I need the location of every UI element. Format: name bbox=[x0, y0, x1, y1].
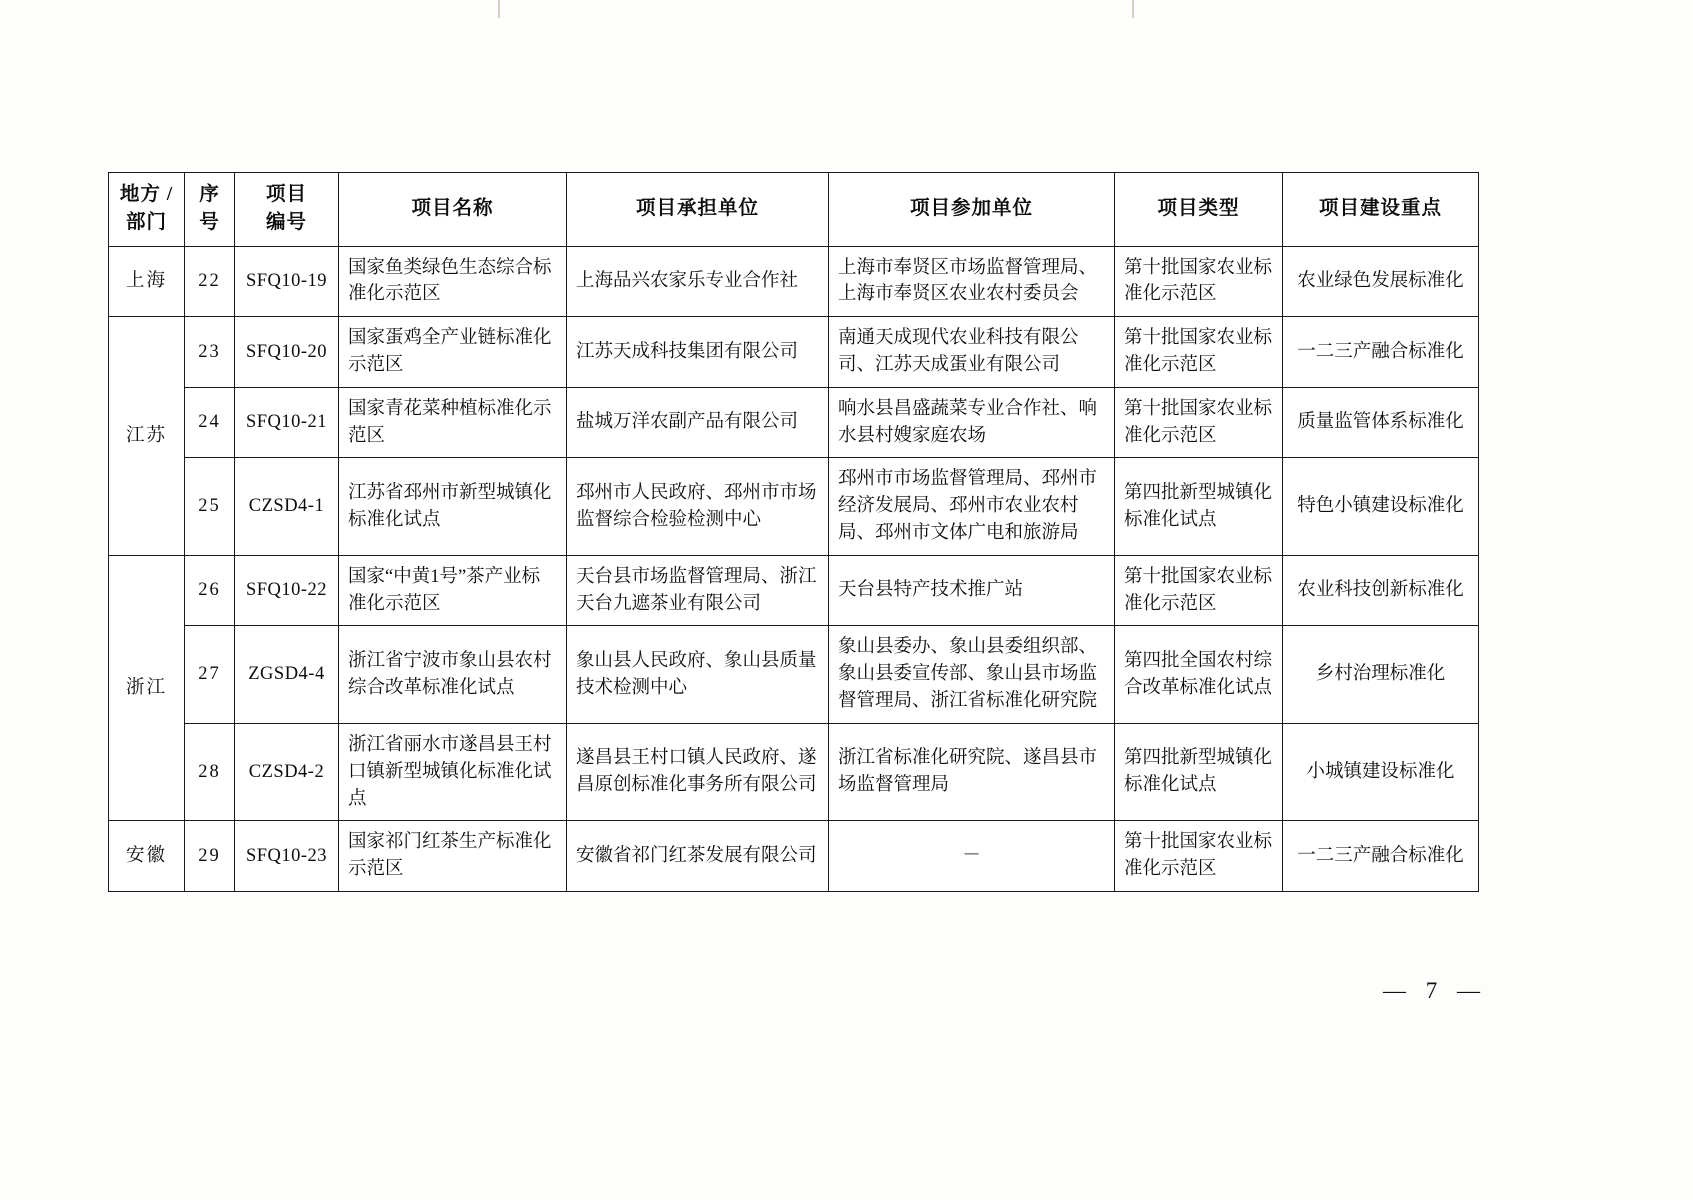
project-focus-cell: 一二三产融合标准化 bbox=[1283, 317, 1479, 388]
host-unit-cell: 象山县人民政府、象山县质量技术检测中心 bbox=[567, 626, 829, 723]
project-name-cell: 国家“中黄1号”茶产业标准化示范区 bbox=[339, 555, 567, 626]
region-cell: 安徽 bbox=[109, 821, 185, 892]
partner-unit-cell: 浙江省标准化研究院、遂昌县市场监督管理局 bbox=[829, 723, 1115, 820]
project-focus-cell: 小城镇建设标准化 bbox=[1283, 723, 1479, 820]
partner-unit-cell: 上海市奉贤区市场监督管理局、上海市奉贤区农业农村委员会 bbox=[829, 246, 1115, 317]
project-focus-cell: 特色小镇建设标准化 bbox=[1283, 458, 1479, 555]
table-header-row bbox=[109, 173, 1479, 247]
column-header-type: 项目类型 bbox=[1115, 173, 1283, 247]
project-type-cell: 第十批国家农业标准化示范区 bbox=[1115, 555, 1283, 626]
column-header-focus: 项目建设重点 bbox=[1283, 173, 1479, 247]
project-type-cell: 第十批国家农业标准化示范区 bbox=[1115, 317, 1283, 388]
column-header-code: 项目 编号 bbox=[235, 173, 339, 247]
project-focus-cell: 一二三产融合标准化 bbox=[1283, 821, 1479, 892]
code-cell: SFQ10-19 bbox=[235, 246, 339, 317]
index-cell: 24 bbox=[185, 387, 235, 458]
code-cell: SFQ10-20 bbox=[235, 317, 339, 388]
partner-unit-cell: 南通天成现代农业科技有限公司、江苏天成蛋业有限公司 bbox=[829, 317, 1115, 388]
code-cell: SFQ10-22 bbox=[235, 555, 339, 626]
partner-unit-cell: 响水县昌盛蔬菜专业合作社、响水县村嫂家庭农场 bbox=[829, 387, 1115, 458]
project-type-cell: 第十批国家农业标准化示范区 bbox=[1115, 387, 1283, 458]
table-row bbox=[109, 246, 1479, 317]
code-cell: SFQ10-21 bbox=[235, 387, 339, 458]
project-type-cell: 第十批国家农业标准化示范区 bbox=[1115, 246, 1283, 317]
table-row bbox=[109, 821, 1479, 892]
code-cell: CZSD4-2 bbox=[235, 723, 339, 820]
project-list-table bbox=[108, 172, 1479, 892]
project-name-cell: 国家鱼类绿色生态综合标准化示范区 bbox=[339, 246, 567, 317]
column-header-name: 项目名称 bbox=[339, 173, 567, 247]
project-name-cell: 国家祁门红茶生产标准化示范区 bbox=[339, 821, 567, 892]
project-name-cell: 国家青花菜种植标准化示范区 bbox=[339, 387, 567, 458]
host-unit-cell: 上海品兴农家乐专业合作社 bbox=[567, 246, 829, 317]
scan-mark-right bbox=[1132, 0, 1134, 18]
project-type-cell: 第四批新型城镇化标准化试点 bbox=[1115, 723, 1283, 820]
host-unit-cell: 安徽省祁门红茶发展有限公司 bbox=[567, 821, 829, 892]
partner-unit-cell: 邳州市市场监督管理局、邳州市经济发展局、邳州市农业农村局、邳州市文体广电和旅游局 bbox=[829, 458, 1115, 555]
partner-unit-cell: 天台县特产技术推广站 bbox=[829, 555, 1115, 626]
code-cell: ZGSD4-4 bbox=[235, 626, 339, 723]
table-row bbox=[109, 387, 1479, 458]
project-name-cell: 浙江省宁波市象山县农村综合改革标准化试点 bbox=[339, 626, 567, 723]
project-type-cell: 第四批全国农村综合改革标准化试点 bbox=[1115, 626, 1283, 723]
index-cell: 23 bbox=[185, 317, 235, 388]
table-row bbox=[109, 723, 1479, 820]
host-unit-cell: 江苏天成科技集团有限公司 bbox=[567, 317, 829, 388]
region-cell: 浙江 bbox=[109, 555, 185, 821]
project-focus-cell: 农业科技创新标准化 bbox=[1283, 555, 1479, 626]
index-cell: 29 bbox=[185, 821, 235, 892]
region-cell: 江苏 bbox=[109, 317, 185, 556]
project-table-container bbox=[108, 172, 1478, 892]
project-type-cell: 第四批新型城镇化标准化试点 bbox=[1115, 458, 1283, 555]
scan-mark-left bbox=[498, 0, 500, 18]
column-header-partner: 项目参加单位 bbox=[829, 173, 1115, 247]
table-row bbox=[109, 458, 1479, 555]
page-number: — 7 — bbox=[1383, 978, 1487, 1003]
table-row bbox=[109, 626, 1479, 723]
project-focus-cell: 质量监管体系标准化 bbox=[1283, 387, 1479, 458]
column-header-region: 地方 / 部门 bbox=[109, 173, 185, 247]
table-row bbox=[109, 555, 1479, 626]
partner-unit-cell: － bbox=[829, 821, 1115, 892]
host-unit-cell: 邳州市人民政府、邳州市市场监督综合检验检测中心 bbox=[567, 458, 829, 555]
region-cell: 上海 bbox=[109, 246, 185, 317]
project-type-cell: 第十批国家农业标准化示范区 bbox=[1115, 821, 1283, 892]
project-focus-cell: 乡村治理标准化 bbox=[1283, 626, 1479, 723]
project-name-cell: 江苏省邳州市新型城镇化标准化试点 bbox=[339, 458, 567, 555]
partner-unit-cell: 象山县委办、象山县委组织部、象山县委宣传部、象山县市场监督管理局、浙江省标准化研究院 bbox=[829, 626, 1115, 723]
host-unit-cell: 盐城万洋农副产品有限公司 bbox=[567, 387, 829, 458]
column-header-index: 序 号 bbox=[185, 173, 235, 247]
host-unit-cell: 天台县市场监督管理局、浙江天台九遮茶业有限公司 bbox=[567, 555, 829, 626]
project-focus-cell: 农业绿色发展标准化 bbox=[1283, 246, 1479, 317]
index-cell: 25 bbox=[185, 458, 235, 555]
table-row bbox=[109, 317, 1479, 388]
column-header-host: 项目承担单位 bbox=[567, 173, 829, 247]
index-cell: 22 bbox=[185, 246, 235, 317]
code-cell: SFQ10-23 bbox=[235, 821, 339, 892]
index-cell: 26 bbox=[185, 555, 235, 626]
host-unit-cell: 遂昌县王村口镇人民政府、遂昌原创标准化事务所有限公司 bbox=[567, 723, 829, 820]
project-name-cell: 国家蛋鸡全产业链标准化示范区 bbox=[339, 317, 567, 388]
index-cell: 27 bbox=[185, 626, 235, 723]
project-name-cell: 浙江省丽水市遂昌县王村口镇新型城镇化标准化试点 bbox=[339, 723, 567, 820]
code-cell: CZSD4-1 bbox=[235, 458, 339, 555]
index-cell: 28 bbox=[185, 723, 235, 820]
